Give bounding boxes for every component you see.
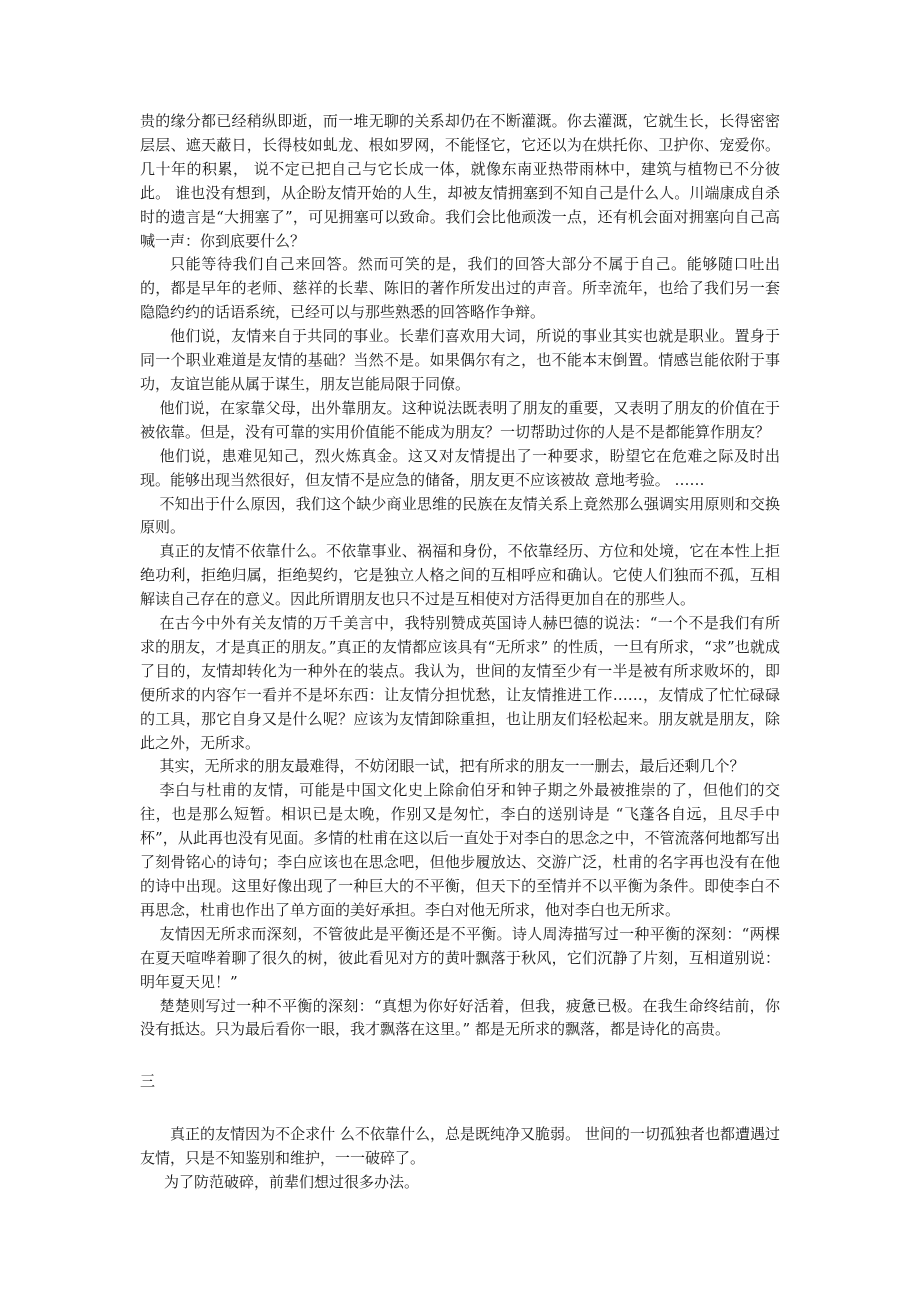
- paragraph-10: 李白与杜甫的友情，可能是中国文化史上除俞伯牙和钟子期之外最被推崇的了，但他们的交往，也是那么短暂。相识已是太晚，作别又是匆忙，李白的送别诗是 “飞蓬各自远，且尽手中杯”，从此再也没有见面。多情的杜甫在这以后一直处于对李白的思念之中，不管流落何地都写出了刻骨铭心的诗句；李白应该也在思念吧，但他步履放达、交游广泛，杜甫的名字再也没有在他的诗中出现。这里好像出现了一种巨大的不平衡，但天下的至情并不以平衡为条件。即使李白不再思念，杜甫也作出了单方面的美好承担。李白对他无所求，他对李白也无所求。: [140, 781, 780, 919]
- paragraph-11: 友情因无所求而深刻，不管彼此是平衡还是不平衡。诗人周涛描写过一种平衡的深刻：“两棵在夏天喧哗着聊了很久的树，彼此看见对方的黄叶飘落于秋风，它们沉静了片刻，互相道别说：明年夏天见！”: [140, 924, 780, 991]
- paragraph-12: 楚楚则写过一种不平衡的深刻：“真想为你好好活着，但我，疲惫已极。在我生命终结前，你没有抵达。只为最后看你一眼，我才飘落在这里。” 都是无所求的飘落，都是诗化的高贵。: [140, 996, 780, 1039]
- paragraph-4: 他们说，在家靠父母，出外靠朋友。这种说法既表明了朋友的重要，又表明了朋友的价值在于被依靠。但是，没有可靠的实用价值能不能成为朋友？一切帮助过你的人是不是都能算作朋友？: [140, 398, 780, 441]
- document-page: [140, 110, 780, 1195]
- paragraph-9: 其实，无所求的朋友最难得，不妨闭眼一试，把有所求的朋友一一删去，最后还剩几个？: [159, 757, 745, 776]
- paragraph-5: 他们说，患难见知己，烈火炼真金。这又对友情提出了一种要求，盼望它在危难之际及时出现。能够出现当然很好，但友情不是应急的储备，朋友更不应该被故 意地考验。 ……: [140, 446, 780, 489]
- paragraph-6: 不知出于什么原因，我们这个缺少商业思维的民族在友情关系上竟然那么强调实用原则和交换原则。: [140, 494, 780, 537]
- paragraph-1: 贵的缘分都已经稍纵即逝，而一堆无聊的关系却仍在不断灌溉。你去灌溉，它就生长，长得密密层层、遮天蔽日，长得枝如虬龙、根如罗网，不能怪它，它还以为在烘托你、卫护你、宠爱你。几十年的积累， 说不定已把自己与它长成一体，就像东南亚热带雨林中，建筑与植物已不分彼此。 谁也没有想到，从企盼友情开始的人生，却被友情拥塞到不知自己是什么人。川端康成自杀时的遗言是“大拥塞了”，可见拥塞可以致命。我们会比他顽泼一点，还有机会面对拥塞向自己高喊一声：你到底要什么？: [140, 112, 780, 250]
- paragraph-14: 为了防范破碎，前辈们想过很多办法。: [164, 1173, 420, 1192]
- paragraph-8: 在古今中外有关友情的万千美言中，我特别赞成英国诗人赫巴德的说法：“一个不是我们有所求的朋友，才是真正的朋友。”真正的友情都应该具有“无所求” 的性质，一旦有所求，“求”也就成了目的，友情却转化为一种外在的装点。我认为，世间的友情至少有一半是被有所求败坏的，即便所求的内容乍一看并不是坏东西：让友情分担忧愁，让友情推进工作……，友情成了忙忙碌碌的工具，那它自身又是什么呢？应该为友情卸除重担，也让朋友们轻松起来。朋友就是朋友，除此之外，无所求。: [140, 614, 780, 752]
- paragraph-7: 真正的友情不依靠什么。不依靠事业、祸福和身份，不依靠经历、方位和处境，它在本性上拒绝功利，拒绝归属，拒绝契约，它是独立人格之间的互相呼应和确认。它使人们独而不孤，互相解读自己存在的意义。因此所谓朋友也只不过是互相使对方活得更加自在的那些人。: [140, 542, 780, 609]
- paragraph-3: 他们说，友情来自于共同的事业。长辈们喜欢用大词，所说的事业其实也就是职业。置身于同一个职业难道是友情的基础？当然不是。如果偶尔有之，也不能本末倒置。情感岂能依附于事功，友谊岂能从属于谋生，朋友岂能局限于同僚。: [140, 327, 780, 393]
- section-number: 三: [140, 1072, 156, 1091]
- paragraph-2: 只能等待我们自己来回答。然而可笑的是，我们的回答大部分不属于自己。能够随口吐出的，都是早年的老师、慈祥的长辈、陈旧的著作所发出过的声音。所幸流年，也给了我们另一套隐隐约约的话语系统，已经可以与那些熟悉的回答略作争辩。: [140, 255, 780, 322]
- paragraph-13: 真正的友情因为不企求什 么不依靠什么，总是既纯净又脆弱。 世间的一切孤独者也都遭遇过友情，只是不知鉴别和维护，一一破碎了。: [140, 1125, 780, 1168]
